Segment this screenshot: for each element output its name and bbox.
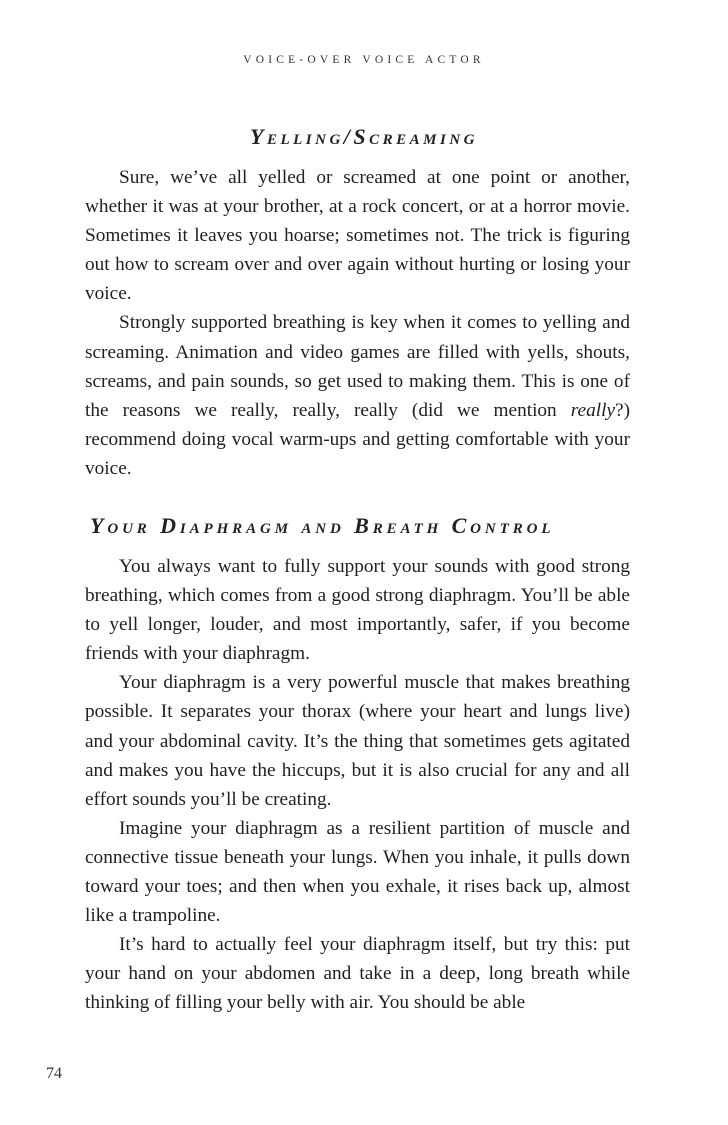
paragraph: You always want to fully support your sounds with good strong breathing, which comes from a good strong diaphragm. You’ll be able to yell longer, louder, and most importantly, safer, if you become friends with your diaphragm.: [85, 556, 630, 665]
paragraph: [85, 308, 630, 483]
section-heading-diaphragm: Your Diaphragm and Breath Control: [90, 513, 555, 538]
paragraph: Imagine your diaphragm as a resilient partition of muscle and connective tissue beneath your lungs. When you inhale, it pulls down toward your toes; and then when you exhale, it rises back up, almost like a trampoline.: [85, 817, 630, 927]
page-number: 74: [46, 1065, 62, 1082]
paragraph-text: ?) recommend doing vocal warm-ups and getting comfortable with your voice.: [85, 399, 630, 479]
paragraph-text: Strongly supported breathing is key when it comes to yelling and screaming. Animation and video games are filled with yells, shouts, screams, and pain sounds, so get used to making them. This is one of the reasons we really, really, really (did we mention: [85, 312, 630, 421]
paragraph: Sure, we’ve all yelled or screamed at one point or another, whether it was at your brother, at a rock concert, or at a horror movie. Sometimes it leaves you hoarse; sometimes not. The trick is figuring out how to scream over and over again without hurting or losing your voice.: [85, 167, 630, 305]
paragraph: It’s hard to actually feel your diaphragm itself, but try this: put your hand on your abdomen and take in a deep, long breath while thinking of filling your belly with air. You should be able: [85, 934, 630, 1014]
section-yelling-body: [85, 163, 630, 483]
running-head: VOICE-OVER VOICE ACTOR: [243, 54, 485, 66]
emphasis-text: really: [570, 399, 616, 421]
section-heading-yelling: Yelling/Screaming: [250, 124, 478, 149]
paragraph: Your diaphragm is a very powerful muscle that makes breathing possible. It separates your thorax (where your heart and lungs live) and your abdominal cavity. It’s the thing that sometimes gets agitated and makes you have the hiccups, but it is also crucial for any and all effort sounds you’ll be creating.: [85, 672, 630, 810]
section-diaphragm-body: [85, 552, 630, 1018]
